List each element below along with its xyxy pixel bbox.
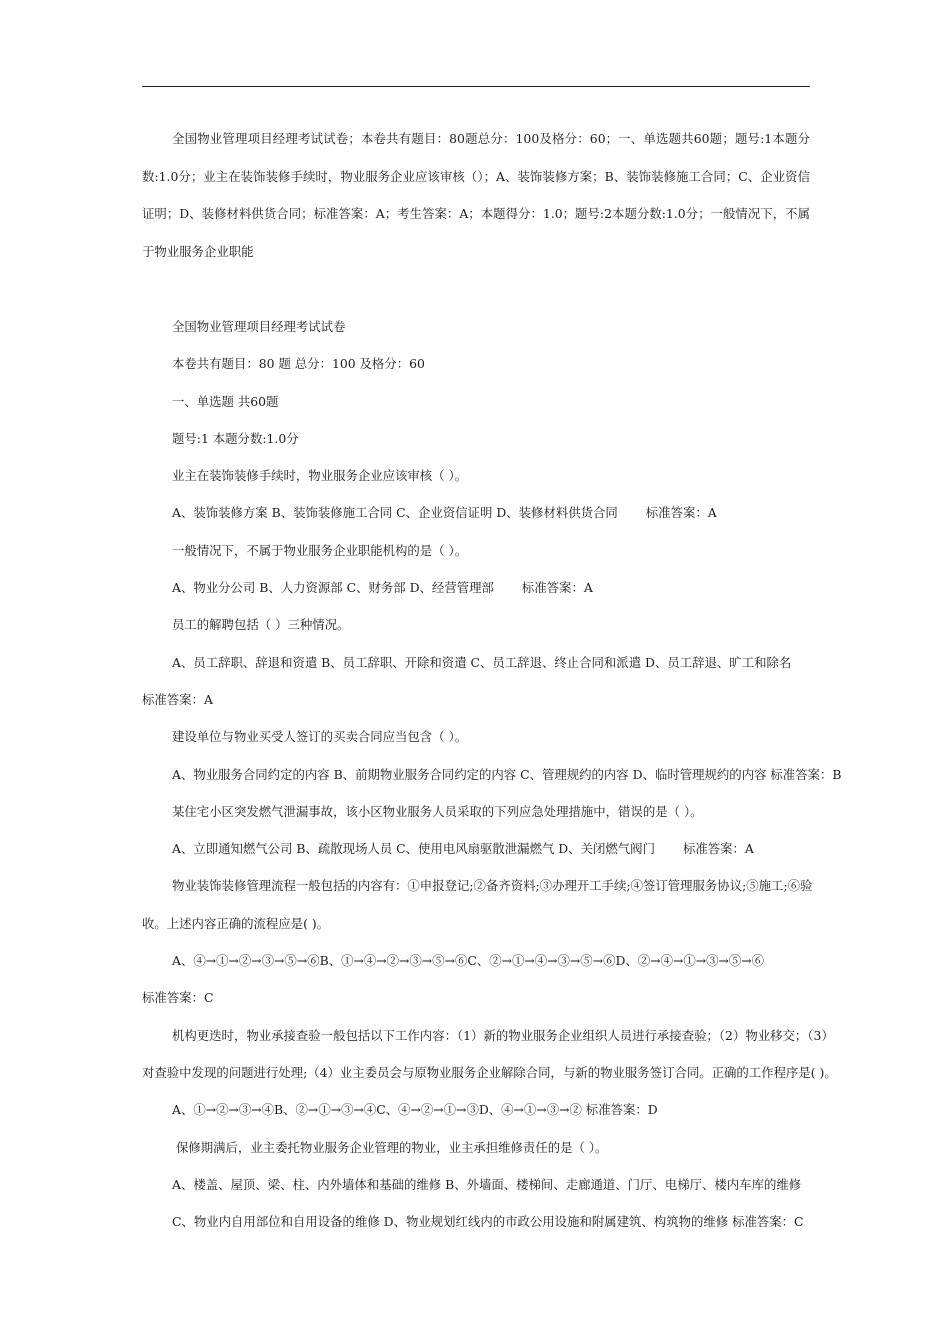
question-1-options bbox=[142, 494, 810, 531]
question-2-options bbox=[142, 569, 810, 606]
header-rule bbox=[142, 86, 810, 87]
exam-title: 全国物业管理项目经理考试试卷 bbox=[172, 319, 346, 334]
question-2: 一般情况下，不属于物业服务企业职能机构的是（ ）。 bbox=[172, 542, 468, 558]
question-5-options bbox=[142, 830, 810, 867]
options-text: A、装饰装修方案 B、装饰装修施工合同 C、企业资信证明 D、装修材料供货合同 bbox=[172, 505, 618, 521]
question-8-options-1: A、楼盖、屋顶、梁、柱、内外墙体和基础的维修 B、外墙面、楼梯间、走廊通道、门厅、电梯厅、楼内车库的维修 bbox=[172, 1176, 802, 1192]
question-number: 题号:1 本题分数:1.0分 bbox=[172, 430, 299, 446]
question-5: 某住宅小区突发燃气泄漏事故，该小区物业服务人员采取的下列应急处理措施中，错误的是（ ）。 bbox=[172, 803, 703, 819]
answer-text: 标准答案：A bbox=[521, 580, 593, 596]
exam-content bbox=[142, 308, 842, 1240]
question-3-answer: 标准答案：A bbox=[142, 691, 213, 707]
question-4: 建设单位与物业买受人签订的买卖合同应当包含（ ）。 bbox=[172, 729, 468, 745]
options-text: A、立即通知燃气公司 B、疏散现场人员 C、使用电风扇驱散泄漏燃气 D、关闭燃气阀门 bbox=[172, 841, 655, 857]
question-7-line-2: 对查验中发现的问题进行处理;（4）业主委员会与原物业服务企业解除合同，与新的物业服务签订合同。正确的工作程序是( )。 bbox=[142, 1064, 837, 1080]
question-4-options: A、物业服务合同约定的内容 B、前期物业服务合同约定的内容 C、管理规约的内容 D、临时管理规约的内容 标准答案：B bbox=[172, 766, 842, 782]
exam-stats: 本卷共有题目：80 题 总分：100 及格分：60 bbox=[172, 356, 425, 372]
question-6-line-1: 物业装饰装修管理流程一般包括的内容有：①申报登记;②备齐资料;③办理开工手续;④签订管理服务协议;⑤施工;⑥验 bbox=[172, 878, 813, 894]
question-1: 业主在装饰装修手续时，物业服务企业应该审核（ ）。 bbox=[172, 468, 468, 484]
answer-text: 标准答案：A bbox=[682, 841, 754, 857]
question-6-answer: 标准答案：C bbox=[142, 990, 214, 1006]
question-3-options: A、员工辞职、辞退和资遣 B、员工辞职、开除和资遣 C、员工辞退、终止合同和派遣 D、员工辞退、旷工和除名 bbox=[172, 654, 792, 670]
question-8-options-2: C、物业内自用部位和自用设备的维修 D、物业规划红线内的市政公用设施和附属建筑、构筑物的维修 标准答案：C bbox=[172, 1214, 804, 1230]
answer-text: 标准答案：A bbox=[645, 505, 717, 521]
question-7-options: A、①→②→③→④B、②→①→③→④C、④→②→①→③D、④→①→③→② 标准答案：D bbox=[172, 1102, 658, 1118]
question-6-options: A、④→①→②→③→⑤→⑥B、①→④→②→③→⑤→⑥C、②→①→④→③→⑤→⑥D、②→④→①→③→⑤→⑥ bbox=[172, 953, 765, 969]
question-7-line-1: 机构更迭时，物业承接查验一般包括以下工作内容：（1）新的物业服务企业组织人员进行承接查验；（2）物业移交；（3） bbox=[172, 1027, 834, 1043]
summary-paragraph: 全国物业管理项目经理考试试卷；本卷共有题目：80题总分：100及格分：60；一、单选题共60题；题号:1本题分数:1.0分；业主在装饰装修手续时，物业服务企业应该审核（）；A、装饰装修方案；B、装饰装修施工合同；C、企业资信证明；D、装修材料供货合同；标准答案：A；考生答案：A；本题得分：1.0；题号:2本题分数:1.0分；一般情况下，不属于物业服务企业职能 bbox=[142, 131, 810, 259]
question-3: 员工的解聘包括（ ）三种情况。 bbox=[172, 617, 350, 633]
options-text: A、物业分公司 B、人力资源部 C、财务部 D、经营管理部 bbox=[172, 580, 494, 596]
section-heading: 一、单选题 共60题 bbox=[172, 393, 279, 409]
question-6-line-2: 收。上述内容正确的流程应是( )。 bbox=[142, 915, 330, 931]
question-8: 保修期满后，业主委托物业服务企业管理的物业，业主承担维修责任的是（ ）。 bbox=[176, 1139, 608, 1155]
